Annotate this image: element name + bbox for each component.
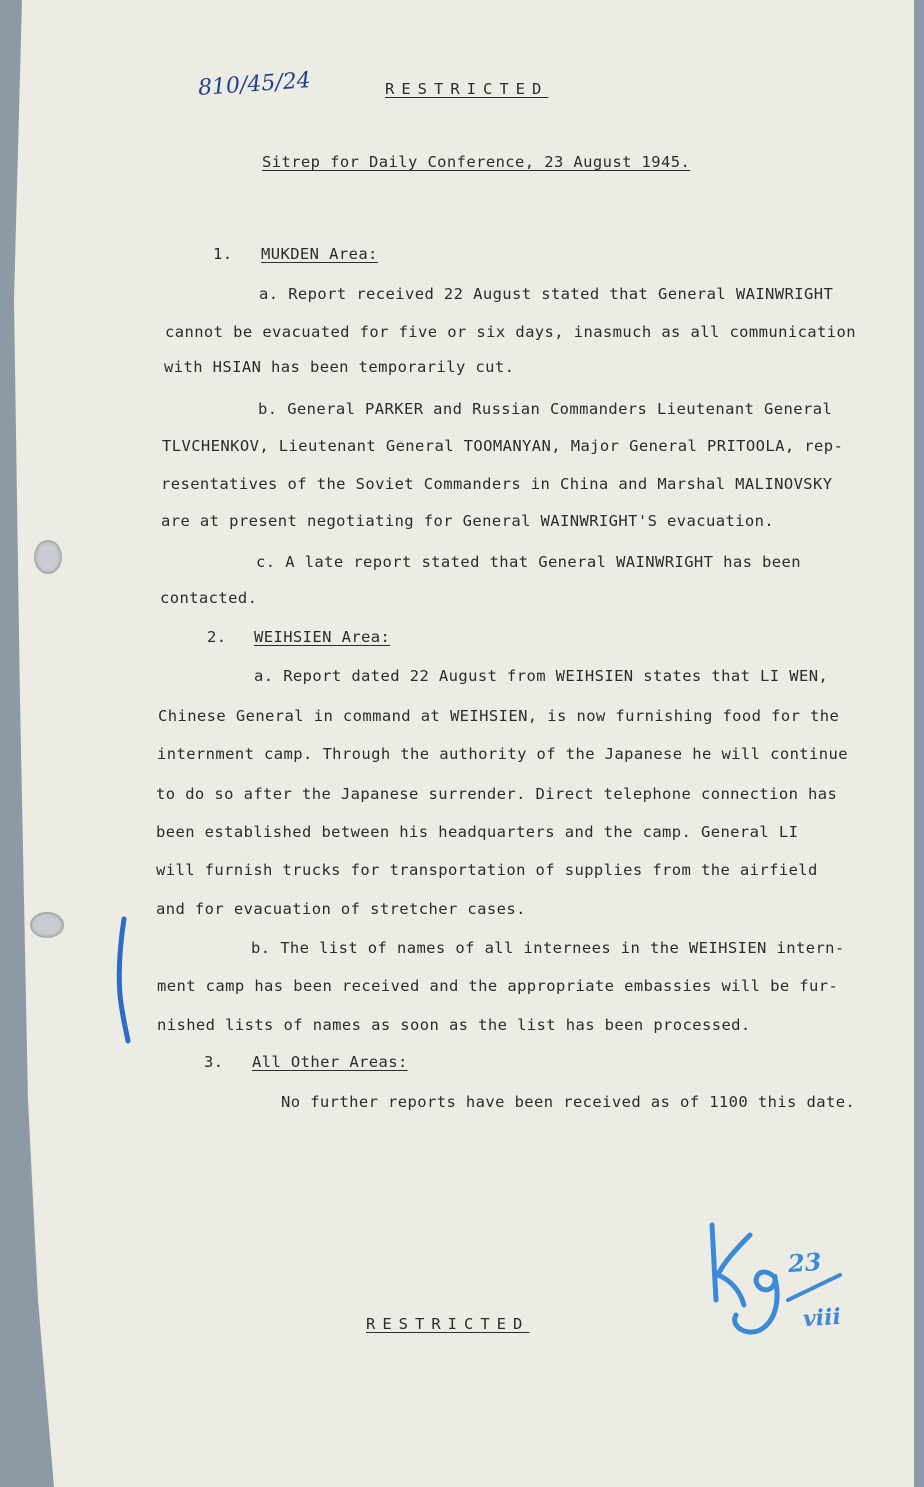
line-s2-a-4: to do so after the Japanese surrender. Direct telephone connection has (156, 785, 838, 803)
line-s2-a-3: internment camp. Through the authority of the Japanese he will continue (157, 745, 848, 763)
line-s2-a-2: Chinese General in command at WEIHSIEN, is now furnishing food for the (158, 707, 840, 725)
line-s2-a-7: and for evacuation of stretcher cases. (156, 900, 526, 918)
line-s1-b-1: b. General PARKER and Russian Commanders Lieutenant General (258, 400, 833, 418)
section-1-heading: MUKDEN Area: (261, 245, 378, 263)
line-s2-a-5: been established between his headquarters and the camp. General LI (156, 823, 799, 841)
line-s2-head-num: 2. (207, 628, 227, 646)
line-s2-b-3: nished lists of names as soon as the list has been processed. (157, 1016, 751, 1034)
line-s2-b-2: ment camp has been received and the appropriate embassies will be fur- (157, 977, 839, 995)
punch-hole-lower (30, 912, 64, 938)
line-s3-head-num: 3. (204, 1053, 224, 1071)
file-reference-handwritten: 810/45/24 (197, 68, 312, 101)
punch-hole-upper (34, 540, 62, 574)
line-s3-1: No further reports have been received as of 1100 this date. (281, 1093, 856, 1111)
line-s1-b-3: resentatives of the Soviet Commanders in China and Marshal MALINOVSKY (161, 475, 833, 493)
line-s2-a-6: will furnish trucks for transportation of supplies from the airfield (156, 861, 818, 879)
line-s1-c-2: contacted. (160, 589, 258, 607)
line-s2-a-1: a. Report dated 22 August from WEIHSIEN states that LI WEN, (254, 667, 829, 685)
line-s1-a-1: a. Report received 22 August stated that General WAINWRIGHT (259, 285, 834, 303)
document-title: Sitrep for Daily Conference, 23 August 1945. (262, 153, 691, 171)
section-3-heading: All Other Areas: (252, 1053, 408, 1071)
line-s2-b-1: b. The list of names of all internees in the WEIHSIEN intern- (251, 939, 845, 957)
line-s1-a-2: cannot be evacuated for five or six days, inasmuch as all communication (165, 323, 856, 341)
section-2-heading: WEIHSIEN Area: (254, 628, 391, 646)
classification-top: RESTRICTED (385, 80, 549, 98)
margin-ink-stroke (110, 915, 140, 1045)
annotation-day: 23 (787, 1246, 823, 1279)
classification-bottom: RESTRICTED (366, 1315, 530, 1333)
annotation-month: viii (802, 1303, 842, 1333)
line-s1-a-3: with HSIAN has been temporarily cut. (164, 358, 515, 376)
line-s1-b-2: TLVCHENKOV, Lieutenant General TOOMANYAN, Major General PRITOOLA, rep- (162, 437, 844, 455)
line-s1-b-4: are at present negotiating for General WAINWRIGHT'S evacuation. (161, 512, 775, 530)
line-s1-head-num: 1. (213, 245, 233, 263)
line-s1-c-1: c. A late report stated that General WAINWRIGHT has been (256, 553, 801, 571)
